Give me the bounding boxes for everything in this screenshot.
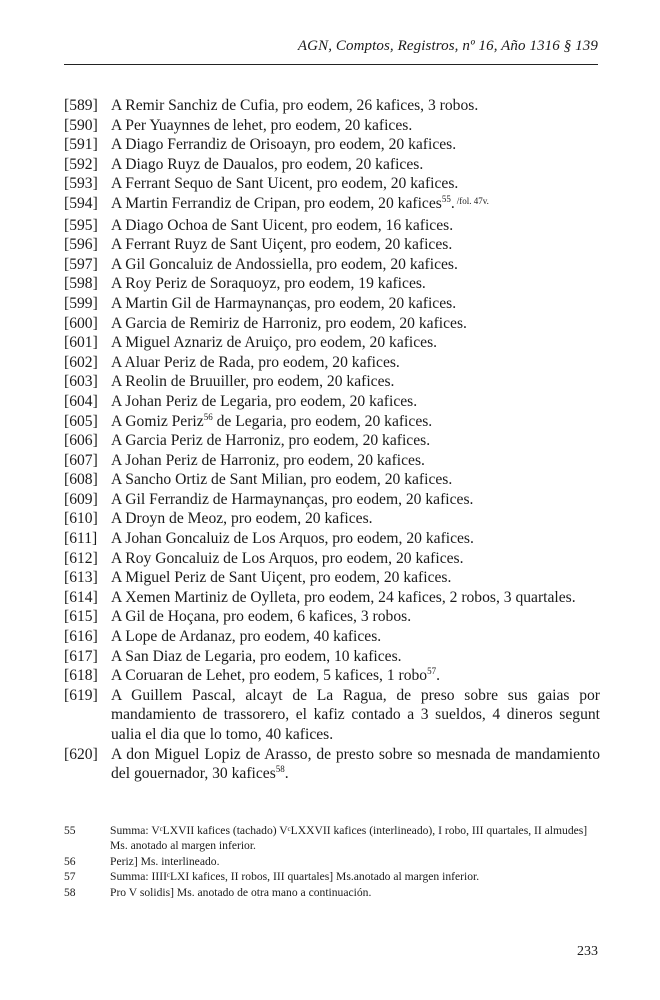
- entry-row: [64, 470, 600, 490]
- entry-main-text: A Johan Periz de Legaria, pro eodem, 20 kafices.: [111, 392, 418, 410]
- entry-text: [111, 509, 600, 529]
- entry-row: [64, 686, 600, 745]
- entry-text: [111, 412, 600, 432]
- entry-main-text: A Coruaran de Lehet, pro eodem, 5 kafices, 1 robo: [111, 667, 428, 685]
- entry-text: [111, 155, 600, 175]
- entry-number: [593]: [64, 175, 98, 193]
- entry-main-text: A Diago Ochoa de Sant Uicent, pro eodem, 16 kafices.: [111, 216, 454, 234]
- entry-text: [111, 274, 600, 294]
- entry-row: [64, 451, 600, 471]
- entry-text: [111, 372, 600, 392]
- entry-text: [111, 647, 600, 667]
- footnote-row: [64, 854, 600, 869]
- entry-text: [111, 549, 600, 569]
- entry-text: [111, 745, 600, 784]
- footnote-marker: 58: [275, 764, 285, 775]
- entry-main-text: A Xemen Martiniz de Oylleta, pro eodem, 24 kafices, 2 robos, 3 quartales.: [111, 588, 576, 606]
- entry-text: [111, 627, 600, 647]
- entry-row: [64, 255, 600, 275]
- entry-text: [111, 116, 600, 136]
- entry-main-text: A don Miguel Lopiz de Arasso, de presto sobre so mesnada de mandamiento del gouernador, 30 kafices: [111, 745, 600, 783]
- entry-main-text: A San Diaz de Legaria, pro eodem, 10 kafices.: [111, 647, 402, 665]
- entry-text: [111, 607, 600, 627]
- entry-number: [614]: [64, 588, 98, 606]
- footnote-marker: 55: [441, 193, 451, 204]
- entry-text: [111, 255, 600, 275]
- entry-row: [64, 627, 600, 647]
- footnote-marker: 56: [203, 411, 213, 422]
- entry-text: [111, 216, 600, 236]
- entry-text: [111, 294, 600, 314]
- entry-main-text: A Gil Ferrandiz de Harmaynanças, pro eodem, 20 kafices.: [111, 490, 474, 508]
- entry-number: [605]: [64, 412, 98, 430]
- entry-text: [111, 588, 600, 608]
- entry-number: [610]: [64, 510, 98, 528]
- entry-number: [594]: [64, 194, 98, 212]
- entry-row: [64, 509, 600, 529]
- footnote-marker: 57: [427, 666, 437, 677]
- entry-number: [591]: [64, 136, 98, 154]
- entry-number: [600]: [64, 314, 98, 332]
- entry-number: [595]: [64, 216, 98, 234]
- entry-number: [589]: [64, 97, 98, 114]
- footnote-row: [64, 869, 600, 884]
- footnote-number: 55: [64, 824, 76, 837]
- footnote-number: 56: [64, 854, 76, 868]
- entry-main-text: A Per Yuaynnes de lehet, pro eodem, 20 kafices.: [111, 116, 413, 134]
- entry-text: [111, 568, 600, 588]
- footnote-number: 57: [64, 870, 76, 884]
- entry-number: [592]: [64, 155, 98, 173]
- entry-row: [64, 529, 600, 549]
- entry-main-text: A Gomiz Periz: [111, 412, 204, 430]
- entry-main-text: A Martin Ferrandiz de Cripan, pro eodem, 20 kafices: [111, 194, 442, 212]
- entry-main-text: A Droyn de Meoz, pro eodem, 20 kafices.: [111, 510, 373, 528]
- entry-text: [111, 666, 600, 686]
- entry-main-text: A Johan Periz de Harroniz, pro eodem, 20 kafices.: [111, 451, 425, 469]
- footnote-number: 58: [64, 885, 76, 899]
- footnote-text: Summa: VᶜLXVII kafices (tachado) VᶜLXXVII kafices (interlineado), I robo, III quartales, II almudes] Ms. anotado al margen inferior.: [110, 824, 588, 853]
- entry-number: [611]: [64, 530, 98, 548]
- entry-row: [64, 96, 600, 116]
- entry-number: [607]: [64, 451, 98, 469]
- entry-number: [608]: [64, 471, 98, 489]
- entry-number: [604]: [64, 392, 98, 410]
- entry-number: [615]: [64, 608, 98, 626]
- entry-text: [111, 392, 600, 412]
- entry-text: [111, 96, 600, 116]
- footnote-text: Pro V solidis] Ms. anotado de otra mano a continuación.: [110, 885, 372, 899]
- entry-number: [598]: [64, 275, 98, 293]
- entry-number: [613]: [64, 569, 98, 587]
- entry-text: [111, 135, 600, 155]
- entry-row: [64, 666, 600, 686]
- entry-number: [590]: [64, 116, 98, 134]
- entry-number: [618]: [64, 667, 98, 685]
- footnote-row: [64, 823, 600, 854]
- entry-main-text: A Ferrant Sequo de Sant Uicent, pro eodem, 20 kafices.: [111, 175, 459, 193]
- entry-text: [111, 353, 600, 373]
- entry-number: [601]: [64, 334, 98, 352]
- entry-row: [64, 294, 600, 314]
- entry-main-text: A Roy Goncaluiz de Los Arquos, pro eodem, 20 kafices.: [111, 549, 464, 567]
- entry-number: [596]: [64, 236, 98, 254]
- entry-main-text: A Sancho Ortiz de Sant Milian, pro eodem, 20 kafices.: [111, 471, 453, 489]
- footnotes: [64, 823, 600, 900]
- entry-row: [64, 235, 600, 255]
- entry-row: [64, 155, 600, 175]
- entry-number: [609]: [64, 490, 98, 508]
- entry-row: [64, 588, 600, 608]
- entry-main-text: A Miguel Periz de Sant Uiçent, pro eodem, 20 kafices.: [111, 569, 452, 587]
- entry-number: [602]: [64, 353, 98, 371]
- entry-number: [599]: [64, 294, 98, 312]
- entry-row: [64, 490, 600, 510]
- entry-main-text: A Garcia Periz de Harroniz, pro eodem, 20 kafices.: [111, 432, 431, 450]
- running-header: AGN, Comptos, Registros, nº 16, Año 1316 § 139: [297, 38, 598, 54]
- entry-row: [64, 116, 600, 136]
- entry-row: [64, 314, 600, 334]
- entry-text-continuation: .: [436, 667, 441, 685]
- entry-number: [617]: [64, 647, 98, 665]
- entry-row: [64, 607, 600, 627]
- entry-text-continuation: .: [284, 765, 289, 783]
- entry-row: [64, 353, 600, 373]
- entry-main-text: A Remir Sanchiz de Cufia, pro eodem, 26 kafices, 3 robos.: [111, 97, 479, 114]
- entry-text: [111, 490, 600, 510]
- entry-text: [111, 235, 600, 255]
- entry-text: [111, 314, 600, 334]
- entry-main-text: A Martin Gil de Harmaynanças, pro eodem, 20 kafices.: [111, 294, 457, 312]
- footnote-row: [64, 885, 600, 900]
- entry-text: [111, 451, 600, 471]
- footnote-text: Periz] Ms. interlineado.: [110, 854, 220, 868]
- folio-reference: /fol. 47v.: [456, 195, 489, 206]
- entry-text-continuation: de Legaria, pro eodem, 20 kafices.: [212, 412, 433, 430]
- entry-row: [64, 194, 600, 216]
- entry-main-text: A Miguel Aznariz de Aruiço, pro eodem, 20 kafices.: [111, 334, 438, 352]
- entry-row: [64, 392, 600, 412]
- footnote-text: Summa: IIIIᶜLXI kafices, II robos, III quartales] Ms.anotado al margen inferior.: [110, 870, 480, 884]
- entry-text: [111, 529, 600, 549]
- entry-row: [64, 174, 600, 194]
- entry-row: [64, 412, 600, 432]
- entry-row: [64, 647, 600, 667]
- entry-text: [111, 194, 600, 216]
- entry-text: [111, 686, 600, 745]
- header-rule: [64, 64, 598, 65]
- entry-list: [64, 96, 600, 784]
- entry-main-text: A Lope de Ardanaz, pro eodem, 40 kafices.: [111, 628, 382, 646]
- entry-number: [597]: [64, 255, 98, 273]
- entry-number: [620]: [64, 745, 98, 763]
- entry-main-text: A Gil de Hoçana, pro eodem, 6 kafices, 3 robos.: [111, 608, 412, 626]
- entry-main-text: A Roy Periz de Soraquoyz, pro eodem, 19 kafices.: [111, 275, 426, 293]
- entry-row: [64, 274, 600, 294]
- entry-number: [616]: [64, 628, 98, 646]
- entry-main-text: A Guillem Pascal, alcayt de La Ragua, de preso sobre sus gaias por mandamiento de trassorero, el kafiz contado a 3 sueldos, 4 dineros segunt ualia el dia que lo tomo, 40 kafices.: [111, 686, 600, 743]
- entry-text: [111, 333, 600, 353]
- entry-main-text: A Aluar Periz de Rada, pro eodem, 20 kafices.: [111, 353, 400, 371]
- entry-row: [64, 372, 600, 392]
- entry-text: [111, 470, 600, 490]
- entry-text: [111, 174, 600, 194]
- entry-main-text: A Gil Goncaluiz de Andossiella, pro eodem, 20 kafices.: [111, 255, 458, 273]
- entry-row: [64, 431, 600, 451]
- entry-main-text: A Diago Ferrandiz de Orisoayn, pro eodem, 20 kafices.: [111, 136, 457, 154]
- entry-row: [64, 549, 600, 569]
- entry-main-text: A Johan Goncaluiz de Los Arquos, pro eodem, 20 kafices.: [111, 530, 474, 548]
- entry-main-text: A Diago Ruyz de Daualos, pro eodem, 20 kafices.: [111, 155, 424, 173]
- entry-number: [603]: [64, 373, 98, 391]
- entry-row: [64, 216, 600, 236]
- entry-text: [111, 431, 600, 451]
- entry-row: [64, 135, 600, 155]
- entry-row: [64, 745, 600, 784]
- entry-row: [64, 333, 600, 353]
- entry-row: [64, 568, 600, 588]
- entry-number: [612]: [64, 549, 98, 567]
- entry-number: [606]: [64, 432, 98, 450]
- entry-main-text: A Reolin de Bruuiller, pro eodem, 20 kafices.: [111, 373, 395, 391]
- page-number: 233: [577, 944, 598, 959]
- entry-text-continuation: .: [450, 194, 455, 212]
- entry-main-text: A Garcia de Remiriz de Harroniz, pro eodem, 20 kafices.: [111, 314, 467, 332]
- entry-main-text: A Ferrant Ruyz de Sant Uiçent, pro eodem, 20 kafices.: [111, 236, 453, 254]
- entry-number: [619]: [64, 686, 98, 704]
